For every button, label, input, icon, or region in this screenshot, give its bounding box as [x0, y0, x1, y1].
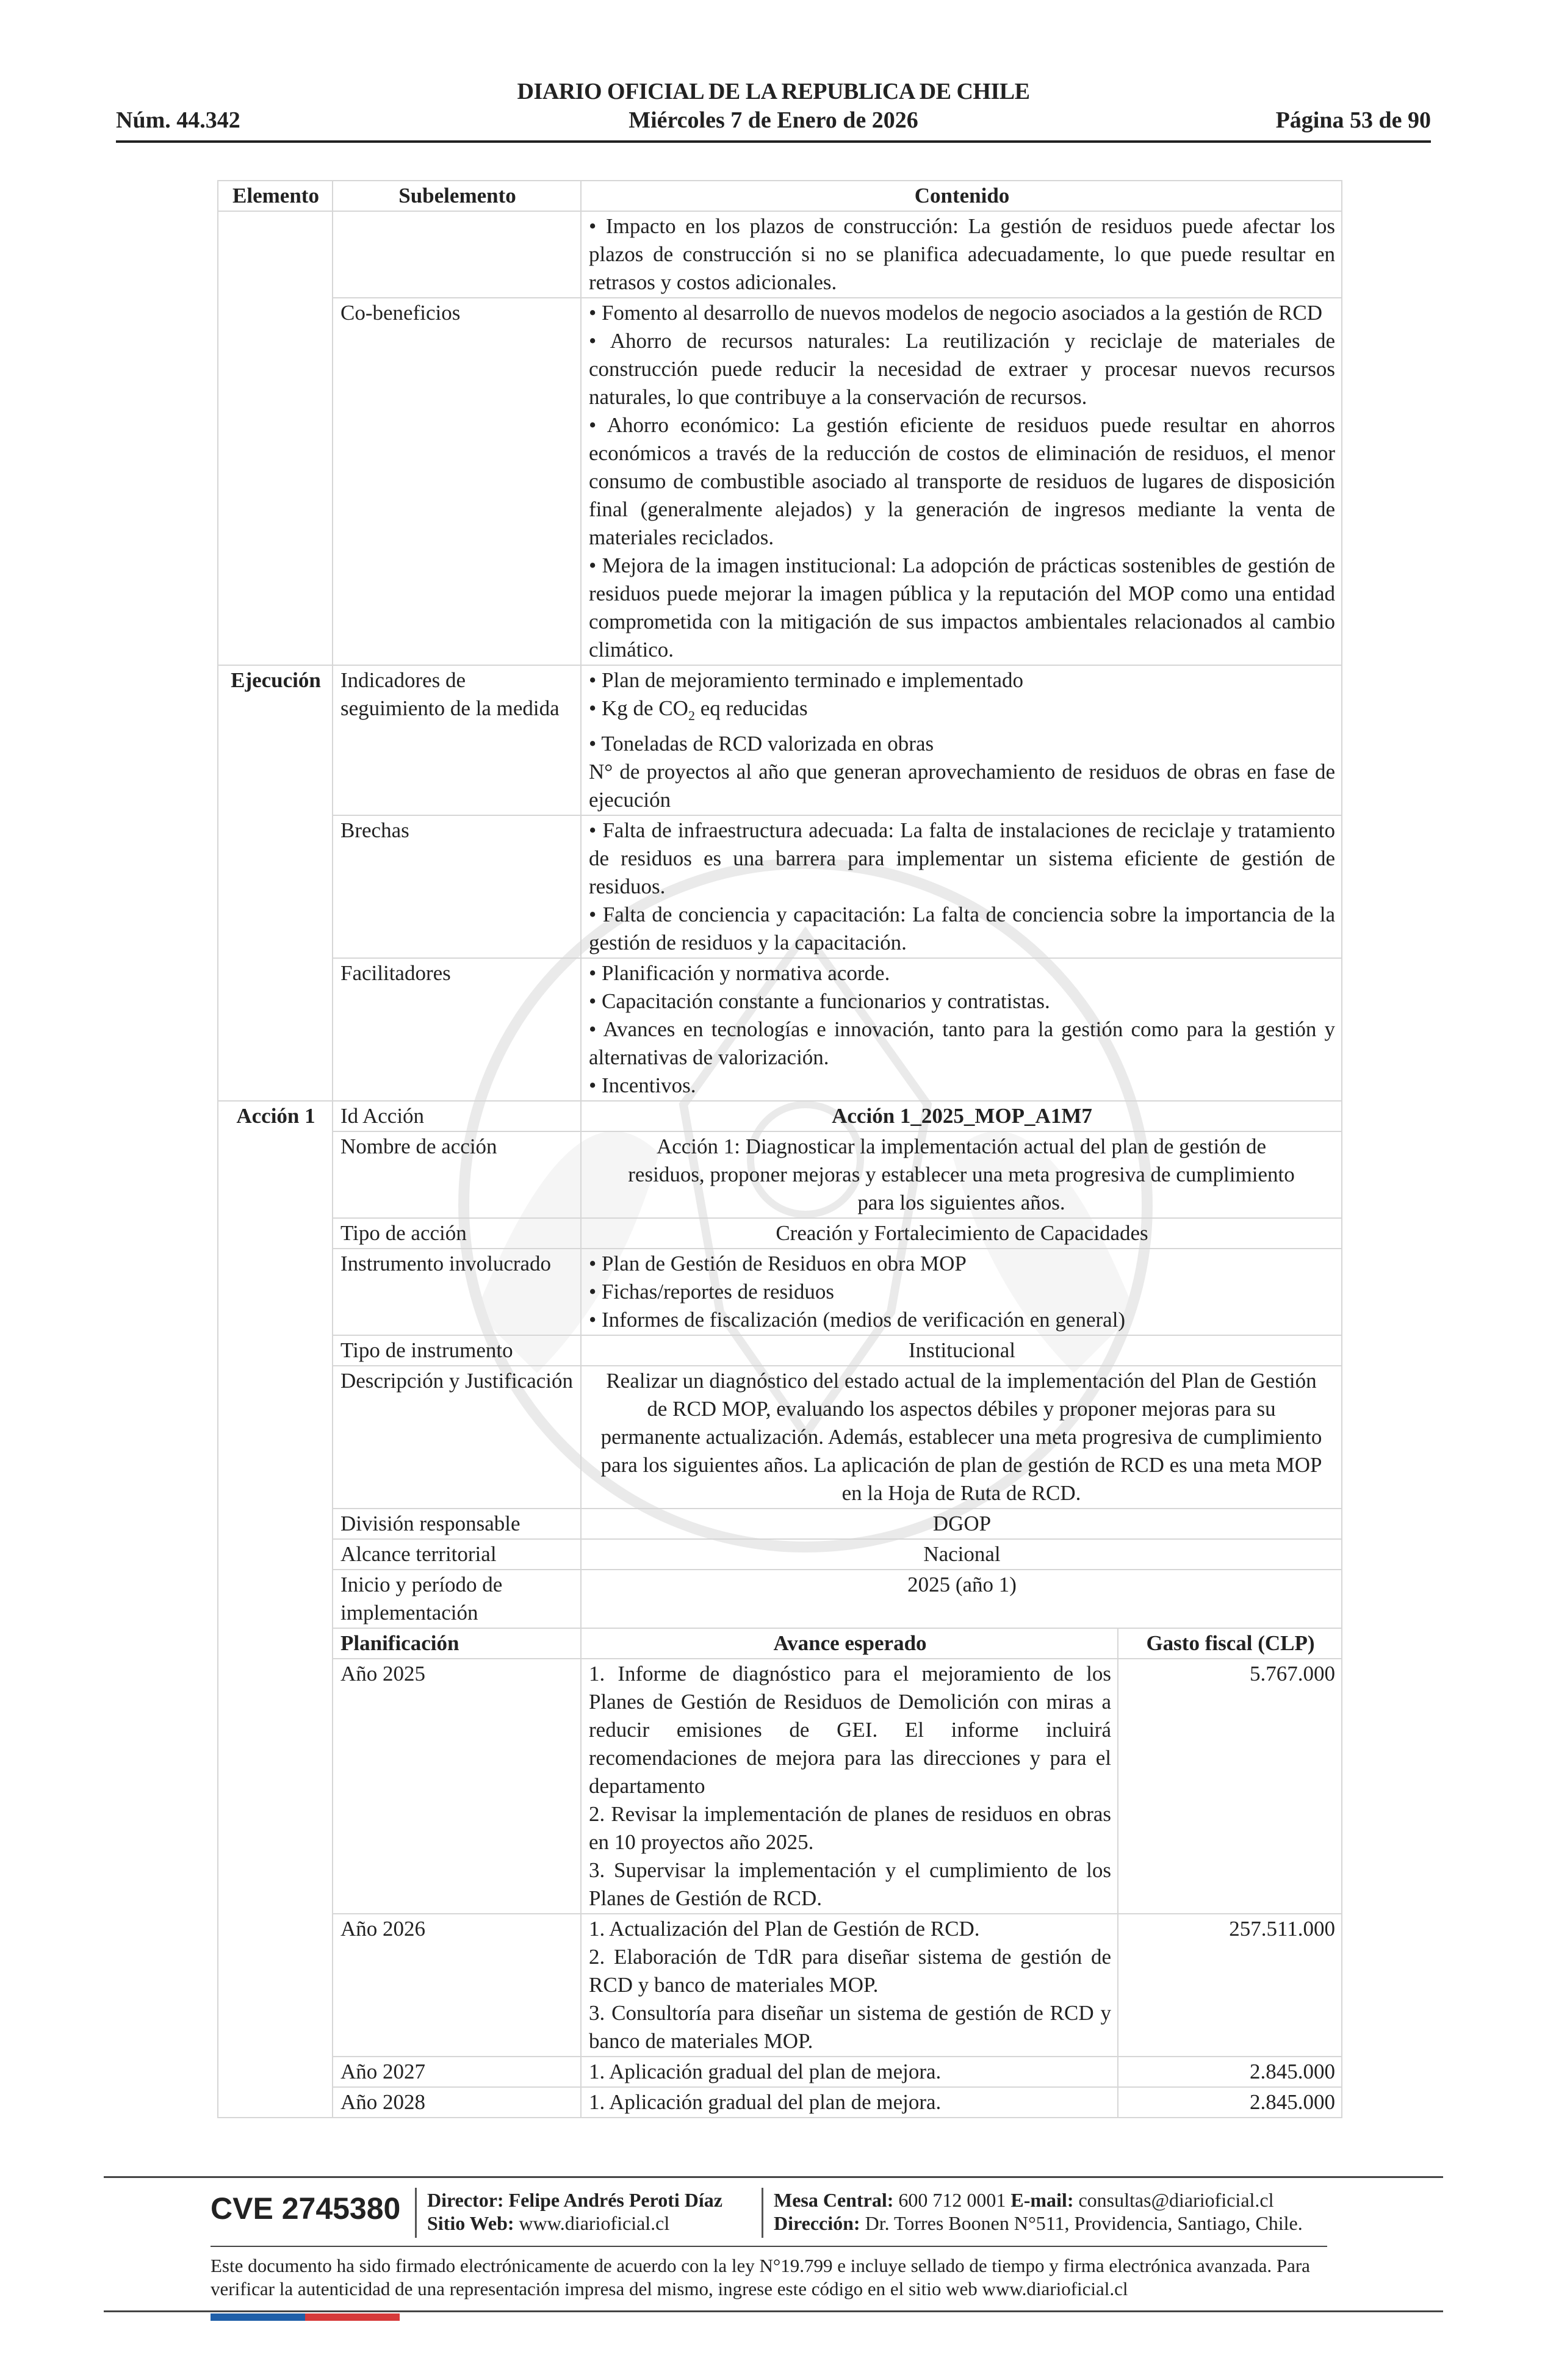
table-row: [218, 1914, 1342, 2057]
list-item: • Mejora de la imagen institucional: La adopción de prácticas sostenibles de gestión de residuos puede mejorar la imagen pública y la reputación del MOP como una entidad comprometida con la mitigación de sus impactos ambientales relacionados al cambio climático.: [589, 554, 1335, 662]
id-accion-label: Id Acción: [333, 1101, 581, 1131]
list-item: N° de proyectos al año que generan aprovechamiento de residuos de obras en fase de ejecución: [589, 760, 1335, 812]
header-contenido: Contenido: [581, 181, 1342, 211]
year-gasto: 5.767.000: [1118, 1659, 1342, 1914]
table-row: [218, 1539, 1342, 1570]
list-item: • Ahorro económico: La gestión eficiente de residuos puede resultar en ahorros económicos a través de la reducción de costos de eliminación de residuos, el menor consumo de combustible asociado al transporte de residuos de lugares de disposición final (generalmente alejados) y la generación de ingresos mediante la venta de materiales reciclados.: [589, 413, 1335, 549]
tipo-accion-value: Creación y Fortalecimiento de Capacidades: [581, 1218, 1342, 1249]
table-header-row: [218, 181, 1342, 211]
tipo-accion-label: Tipo de acción: [333, 1218, 581, 1249]
table-row: [218, 1101, 1342, 1131]
year-items: [581, 2087, 1118, 2118]
year-gasto: 2.845.000: [1118, 2087, 1342, 2118]
list-item: • Incentivos.: [589, 1073, 696, 1097]
footer-rule-top: [104, 2176, 1443, 2178]
table-row: [218, 1249, 1342, 1335]
measure-table: [217, 180, 1342, 2118]
table-row: [218, 1570, 1342, 1628]
list-item: • Toneladas de RCD valorizada en obras: [589, 732, 934, 755]
list-item: 1. Actualización del Plan de Gestión de RCD.: [589, 1917, 980, 1941]
footer-contact-block: Mesa Central: 600 712 0001 E-mail: consultas@diarioficial.cl Dirección: Dr. Torres Boonen N°511, Providencia, Santiago, Chile.: [774, 2189, 1303, 2234]
table-row: [218, 1366, 1342, 1509]
impacto-plazos-text: • Impacto en los plazos de construcción: La gestión de residuos puede afectar los plazos de construcción si no se planifica adecuadamente, lo que puede resultar en retrasos y costos adicionales.: [581, 211, 1342, 298]
signature-note: Este documento ha sido firmado electrónicamente de acuerdo con la ley N°19.799 e incluye sellado de tiempo y firma electrónica avanzada. Para verificar la autenticidad de una representación impresa del mismo, ingrese este código en el sitio web www.diarioficial.cl: [211, 2255, 1310, 2299]
table-row: [218, 1131, 1342, 1218]
tipo-instrumento-value: Institucional: [581, 1335, 1342, 1366]
year-items: [581, 1659, 1118, 1914]
address: Dr. Torres Boonen N°511, Providencia, Santiago, Chile.: [865, 2212, 1303, 2234]
division-value: DGOP: [581, 1509, 1342, 1539]
list-item: 1. Informe de diagnóstico para el mejoramiento de los Planes de Gestión de Residuos de Demolición con miras a reducir emisiones de GEI. El informe incluirá recomendaciones de mejora para las direcciones y para el departamento: [589, 1662, 1111, 1798]
footer-rule-bottom: [104, 2310, 1443, 2312]
table-row: [218, 815, 1342, 958]
header-elemento: Elemento: [218, 181, 333, 211]
issue-number: Núm. 44.342: [116, 107, 240, 133]
flag-stripe-red: [305, 2313, 400, 2321]
list-item: • Falta de conciencia y capacitación: La falta de conciencia sobre la importancia de la gestión de residuos y la capacitación.: [589, 903, 1335, 954]
table-row: [218, 2057, 1342, 2087]
year-label: Año 2025: [333, 1659, 581, 1914]
issue-date: Miércoles 7 de Enero de 2026: [629, 107, 918, 133]
alcance-label: Alcance territorial: [333, 1539, 581, 1570]
page-number: Página 53 de 90: [1275, 107, 1431, 133]
flag-stripe-blue: [211, 2313, 305, 2321]
footer-separator: [415, 2188, 417, 2238]
facilitadores-label: Facilitadores: [333, 958, 581, 1101]
division-label: División responsable: [333, 1509, 581, 1539]
list-item: 2. Revisar la implementación de planes de residuos en obras en 10 proyectos año 2025.: [589, 1802, 1111, 1854]
list-item: • Ahorro de recursos naturales: La reutilización y reciclaje de materiales de construcción puede reducir la necesidad de extraer y procesar nuevos recursos naturales, lo que contribuye a la conservación de recursos.: [589, 329, 1335, 409]
header-subelemento: Subelemento: [333, 181, 581, 211]
ejecucion-label: Ejecución: [218, 665, 333, 1101]
list-item: 2. Elaboración de TdR para diseñar sistema de gestión de RCD y banco de materiales MOP.: [589, 1945, 1111, 1997]
year-gasto: 2.845.000: [1118, 2057, 1342, 2087]
nombre-accion-label: Nombre de acción: [333, 1131, 581, 1218]
year-label: Año 2027: [333, 2057, 581, 2087]
brechas-label: Brechas: [333, 815, 581, 958]
email-link[interactable]: consultas@diarioficial.cl: [1078, 2189, 1274, 2211]
descripcion-value: Realizar un diagnóstico del estado actual de la implementación del Plan de Gestión de RCD MOP, evaluando los aspectos débiles y proponer mejoras para su permanente actualización. Además, establecer una meta progresiva de cumplimiento para los siguientes años. La aplicación de plan de gestión de RCD es una meta MOP en la Hoja de Ruta de RCD.: [581, 1366, 1342, 1509]
id-accion-value: Acción 1_2025_MOP_A1M7: [581, 1101, 1342, 1131]
year-items: [581, 1914, 1118, 2057]
list-item: 3. Supervisar la implementación y el cumplimiento de los Planes de Gestión de RCD.: [589, 1858, 1111, 1910]
facilitadores-content: [581, 958, 1342, 1101]
table-row: [218, 211, 1342, 298]
table-row: [218, 1218, 1342, 1249]
accion-label: Acción 1: [218, 1101, 333, 2118]
table-row: [218, 1659, 1342, 1914]
cobeneficios-content: [581, 298, 1342, 665]
planificacion-header-row: [218, 1628, 1342, 1659]
tipo-instrumento-label: Tipo de instrumento: [333, 1335, 581, 1366]
director-name: Felipe Andrés Peroti Díaz: [508, 2189, 722, 2211]
inicio-label: Inicio y período de implementación: [333, 1570, 581, 1628]
year-gasto: 257.511.000: [1118, 1914, 1342, 2057]
instrumento-content: [581, 1249, 1342, 1335]
website-link[interactable]: www.diarioficial.cl: [519, 2212, 670, 2234]
list-item: 1. Aplicación gradual del plan de mejora.: [589, 2090, 942, 2114]
list-item: • Kg de $CO_2$ eq reducidas: [589, 696, 808, 723]
footer-rule-middle: [211, 2246, 1327, 2247]
table-row: [218, 2087, 1342, 2118]
descripcion-label: Descripción y Justificación: [333, 1366, 581, 1509]
gasto-label: Gasto fiscal (CLP): [1118, 1628, 1342, 1659]
brechas-content: [581, 815, 1342, 958]
list-item: • Informes de fiscalización (medios de verificación en general): [589, 1308, 1126, 1332]
table-row: [218, 1335, 1342, 1366]
list-item: • Plan de mejoramiento terminado e implementado: [589, 668, 1024, 692]
list-item: • Falta de infraestructura adecuada: La falta de instalaciones de reciclaje y tratamiento de residuos es una barrera para implementar un sistema eficiente de gestión de residuos.: [589, 818, 1335, 898]
list-item: • Capacitación constante a funcionarios y contratistas.: [589, 989, 1050, 1013]
table-row: [218, 298, 1342, 665]
header-rule: [116, 140, 1431, 143]
nombre-accion-value: Acción 1: Diagnosticar la implementación actual del plan de gestión de residuos, proponer mejoras y establecer una meta progresiva de cumplimiento para los siguientes años.: [581, 1131, 1342, 1218]
cve-code: CVE 2745380: [211, 2191, 401, 2226]
table-row: [218, 1509, 1342, 1539]
indicadores-content: [581, 665, 1342, 815]
cobeneficios-label: Co-beneficios: [333, 298, 581, 665]
table-row: [218, 665, 1342, 815]
alcance-value: Nacional: [581, 1539, 1342, 1570]
planificacion-label: Planificación: [333, 1628, 581, 1659]
phone-number: 600 712 0001: [898, 2189, 1006, 2211]
avance-label: Avance esperado: [581, 1628, 1118, 1659]
year-label: Año 2026: [333, 1914, 581, 2057]
list-item: 3. Consultoría para diseñar un sistema de gestión de RCD y banco de materiales MOP.: [589, 2001, 1111, 2053]
list-item: 1. Aplicación gradual del plan de mejora.: [589, 2060, 942, 2083]
instrumento-label: Instrumento involucrado: [333, 1249, 581, 1335]
indicadores-label: Indicadores de seguimiento de la medida: [333, 665, 581, 815]
footer-director-block: Director: Felipe Andrés Peroti Díaz Sitio Web: www.diarioficial.cl: [427, 2189, 722, 2234]
page-header: [116, 73, 1431, 140]
list-item: • Fichas/reportes de residuos: [589, 1280, 835, 1304]
list-item: • Fomento al desarrollo de nuevos modelos de negocio asociados a la gestión de RCD: [589, 301, 1322, 325]
list-item: • Planificación y normativa acorde.: [589, 961, 890, 985]
newspaper-title: DIARIO OFICIAL DE LA REPUBLICA DE CHILE: [517, 79, 1030, 104]
year-items: [581, 2057, 1118, 2087]
list-item: • Plan de Gestión de Residuos en obra MOP: [589, 1252, 967, 1275]
footer-separator: [762, 2188, 763, 2238]
inicio-value: 2025 (año 1): [581, 1570, 1342, 1628]
year-label: Año 2028: [333, 2087, 581, 2118]
list-item: • Avances en tecnologías e innovación, tanto para la gestión como para la gestión y alternativas de valorización.: [589, 1017, 1335, 1069]
table-row: [218, 958, 1342, 1101]
